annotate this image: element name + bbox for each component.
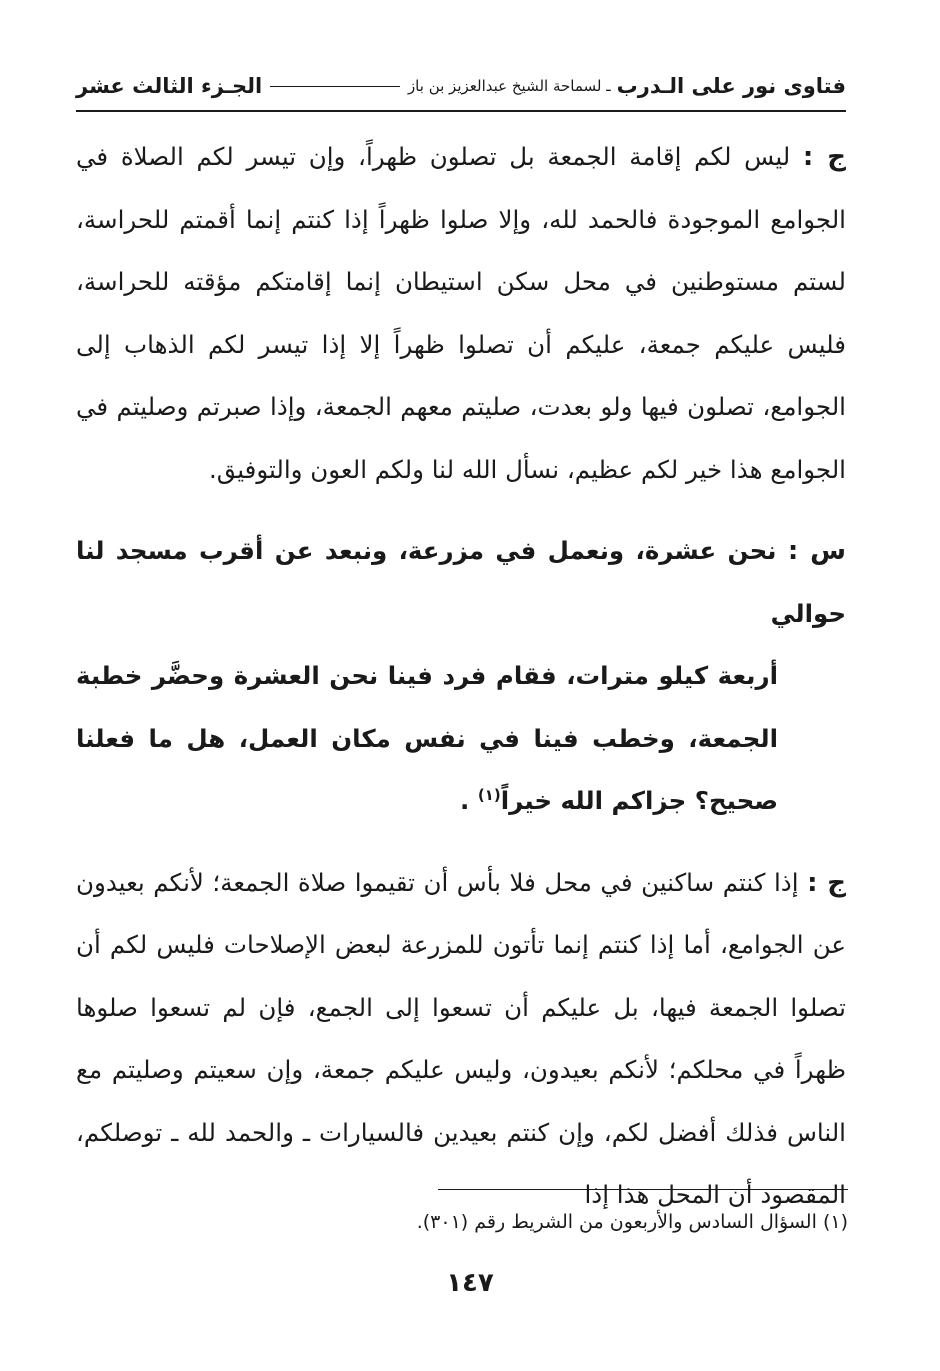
book-title: فتاوى نور على الـدرب	[616, 74, 846, 98]
page-number: ١٤٧	[446, 1268, 494, 1298]
question-label: س :	[787, 536, 847, 566]
answer-text: ليس لكم إقامة الجمعة بل تصلون ظهراً، وإن تيسر لكم الصلاة في الجوامع الموجودة فالحمد لله، وإلا صلوا ظهراً إذا كنتم إنما أقمتم للحراسة، لستم مستوطنين في محل سكن استيطان إنما إقامتكم مؤقته للحراسة، فليس عليكم جمعة، عليكم أن تصلوا ظهراً إلا إذا تيسر لكم الذهاب إلى الجوامع، تصلون فيها ولو بعدت، صليتم معهم الجمعة، وإذا صبرتم وصليتم في الجوامع هذا خير لكم عظيم، نسأل الله لنا ولكم العون والتوفيق.	[76, 142, 846, 484]
question-first-line: نحن عشرة، ونعمل في مزرعة، ونبعد عن أقرب مسجد لنا حوالي	[76, 536, 846, 628]
answer-paragraph	[76, 126, 846, 501]
question-continuation	[76, 645, 846, 833]
question-end-mark: .	[459, 786, 470, 815]
answer-paragraph	[76, 852, 846, 1227]
answer-label: ج :	[802, 142, 846, 172]
answer-text: إذا كنتم ساكنين في محل فلا بأس أن تقيموا صلاة الجمعة؛ لأنكم بعيدون عن الجوامع، أما إذا كنتم إنما تأتون للمزرعة لبعض الإصلاحات فليس لكم أن تصلوا الجمعة فيها، بل عليكم أن تسعوا إلى الجمع، فإن لم تسعوا صلوها ظهراً في محلكم؛ لأنكم بعيدون، وليس عليكم جمعة، وإن سعيتم وصليتم مع الناس فذلك أفضل لكم، وإن كنتم بعيدين فالسيارات ـ والحمد لله ـ توصلكم، المقصود أن المحل هذا إذا	[76, 867, 846, 1209]
author-name: ـ لسماحة الشيخ عبدالعزيز بن باز	[407, 77, 611, 95]
answer-label: ج :	[807, 867, 846, 898]
footnote-marker: (١)	[822, 1211, 848, 1233]
volume-title: الجـزء الثالث عشر	[76, 74, 263, 98]
footnote	[76, 1207, 848, 1237]
question-continuation-text: أربعة كيلو مترات، فقام فرد فينا نحن العشرة وحضَّر خطبة الجمعة، وخطب فينا في نفس مكان العمل، هل ما فعلنا صحيح؟ جزاكم الله خيراً	[76, 661, 778, 815]
question-paragraph	[76, 520, 846, 833]
page-body	[76, 126, 846, 1227]
footnote-separator	[438, 1189, 848, 1190]
running-header	[76, 62, 846, 112]
footnote-reference[interactable]: (١)	[477, 785, 501, 804]
header-rule	[270, 86, 400, 87]
footnote-text: السؤال السادس والأربعون من الشريط رقم (٣٠١).	[416, 1211, 817, 1233]
